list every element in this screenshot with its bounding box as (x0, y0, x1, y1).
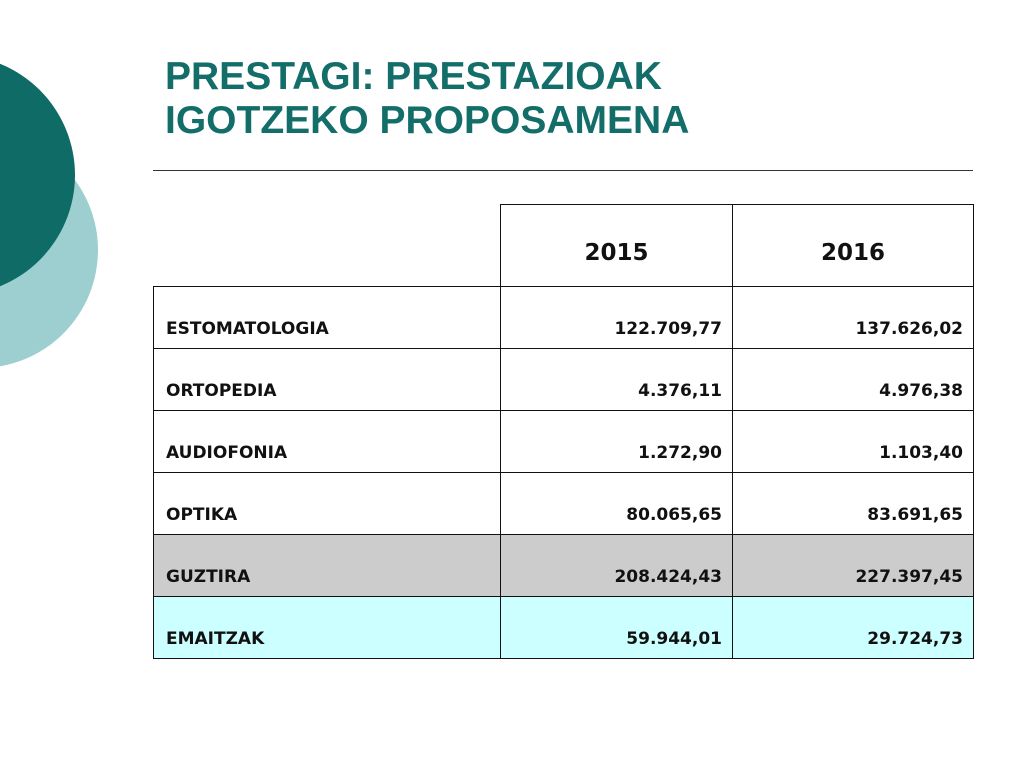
header-cell-empty (154, 205, 501, 287)
slide-title (165, 55, 965, 143)
decorative-circles (0, 0, 110, 420)
row-label: AUDIOFONIA (154, 411, 501, 473)
table-row-result (154, 597, 974, 659)
row-label: EMAITZAK (154, 597, 501, 659)
value-2015: 4.376,11 (501, 349, 733, 411)
table-row-total (154, 535, 974, 597)
slide-title-line-1: PRESTAGI: PRESTAZIOAK (165, 55, 662, 98)
value-2015: 208.424,43 (501, 535, 733, 597)
value-2016: 83.691,65 (733, 473, 974, 535)
slide-title-line-2: IGOTZEKO PROPOSAMENA (165, 99, 690, 142)
value-2015: 122.709,77 (501, 287, 733, 349)
table-row (154, 473, 974, 535)
table-row (154, 411, 974, 473)
header-cell-2016: 2016 (733, 205, 974, 287)
value-2015: 1.272,90 (501, 411, 733, 473)
benefits-table (153, 204, 974, 659)
value-2015: 80.065,65 (501, 473, 733, 535)
title-divider (153, 170, 973, 171)
row-label: ORTOPEDIA (154, 349, 501, 411)
row-label: OPTIKA (154, 473, 501, 535)
value-2016: 4.976,38 (733, 349, 974, 411)
row-label: ESTOMATOLOGIA (154, 287, 501, 349)
value-2016: 29.724,73 (733, 597, 974, 659)
header-cell-2015: 2015 (501, 205, 733, 287)
value-2016: 227.397,45 (733, 535, 974, 597)
table-row (154, 349, 974, 411)
row-label: GUZTIRA (154, 535, 501, 597)
value-2016: 1.103,40 (733, 411, 974, 473)
value-2015: 59.944,01 (501, 597, 733, 659)
table-row (154, 287, 974, 349)
value-2016: 137.626,02 (733, 287, 974, 349)
table-header-row (154, 205, 974, 287)
